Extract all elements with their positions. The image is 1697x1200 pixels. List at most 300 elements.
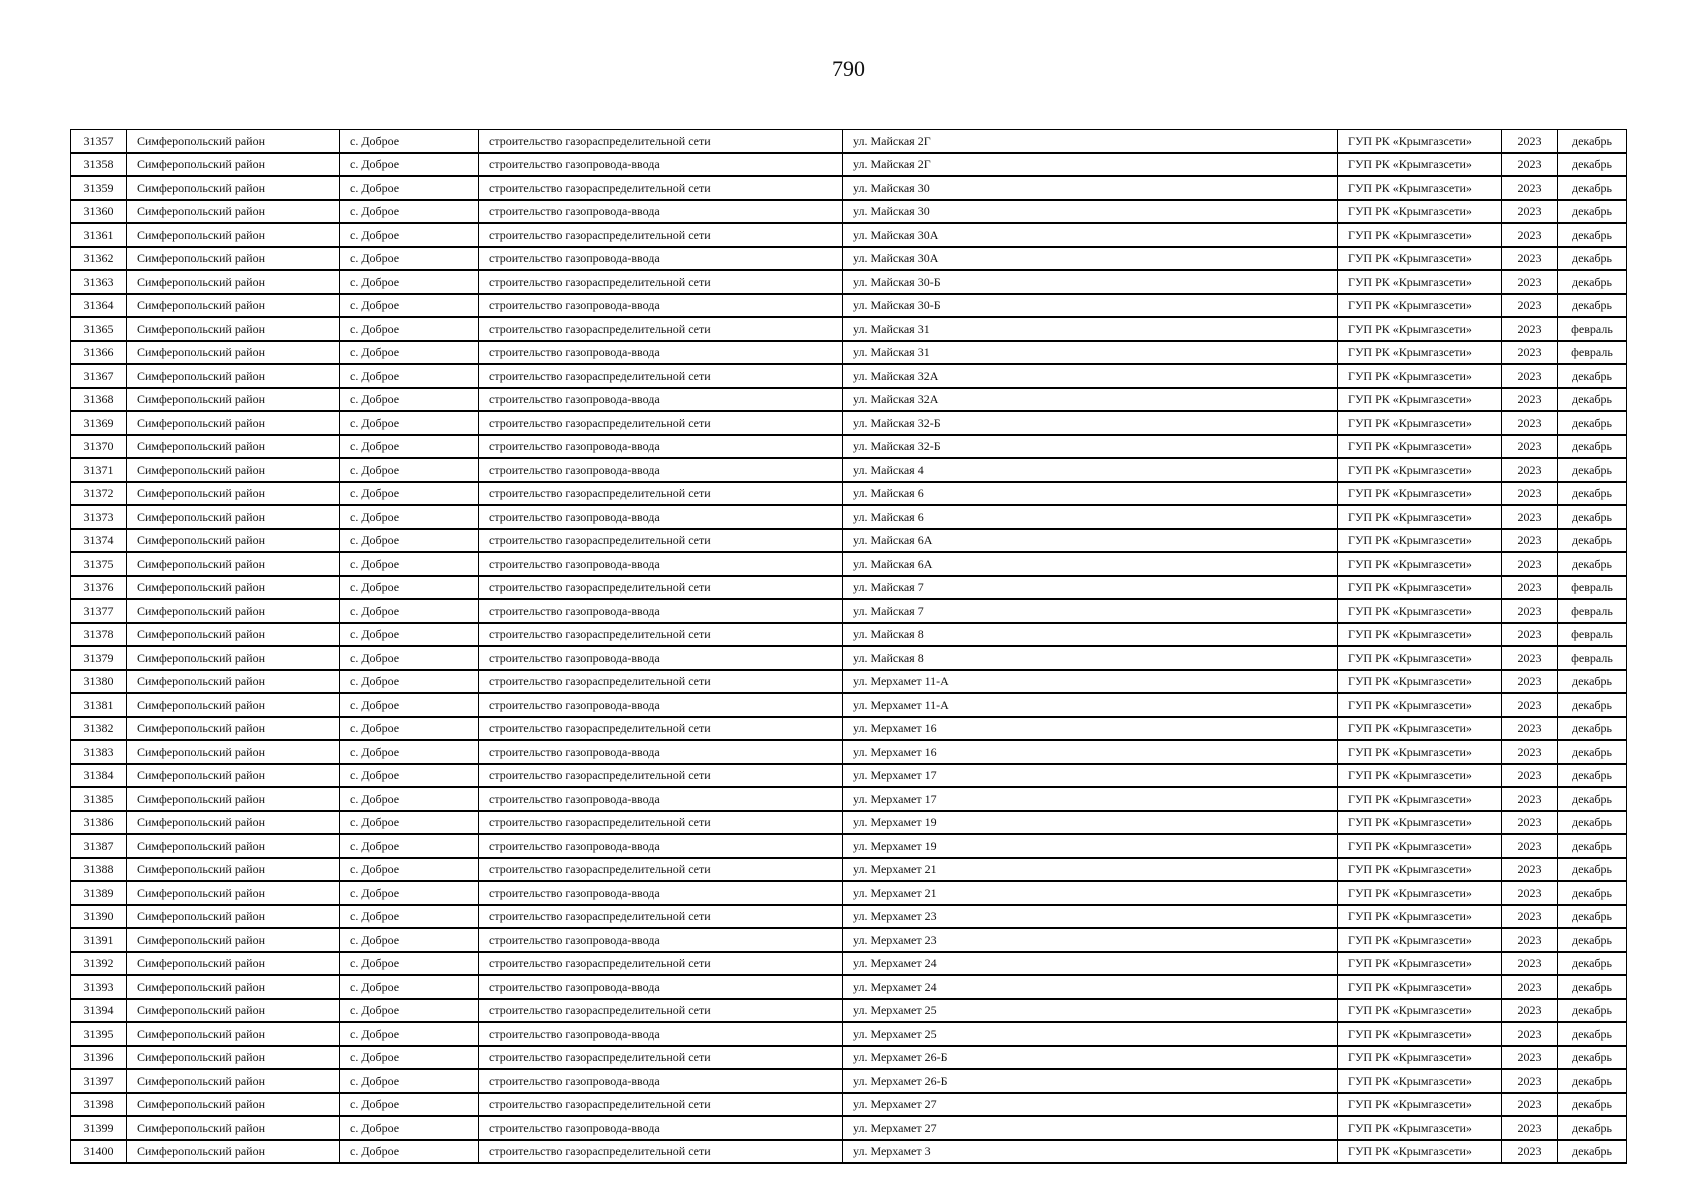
cell-month: февраль: [1558, 341, 1627, 365]
cell-district: Симферопольский район: [127, 341, 340, 365]
cell-address: ул. Майская 30: [843, 176, 1338, 200]
cell-year: 2023: [1502, 364, 1558, 388]
cell-district: Симферопольский район: [127, 905, 340, 929]
table-row: [71, 576, 1627, 600]
cell-work-type: строительство газораспределительной сети: [479, 858, 843, 882]
cell-settlement: с. Доброе: [340, 670, 479, 694]
cell-year: 2023: [1502, 858, 1558, 882]
cell-operator: ГУП РК «Крымгазсети»: [1338, 223, 1502, 247]
table-row: [71, 1046, 1627, 1070]
cell-work-type: строительство газопровода-ввода: [479, 1069, 843, 1093]
cell-year: 2023: [1502, 1069, 1558, 1093]
cell-year: 2023: [1502, 200, 1558, 224]
cell-operator: ГУП РК «Крымгазсети»: [1338, 858, 1502, 882]
cell-row-number: 31377: [71, 599, 127, 623]
cell-district: Симферопольский район: [127, 435, 340, 459]
cell-address: ул. Мерхамет 21: [843, 881, 1338, 905]
cell-district: Симферопольский район: [127, 693, 340, 717]
cell-district: Симферопольский район: [127, 388, 340, 412]
cell-address: ул. Мерхамет 24: [843, 975, 1338, 999]
cell-year: 2023: [1502, 176, 1558, 200]
cell-district: Симферопольский район: [127, 740, 340, 764]
cell-district: Симферопольский район: [127, 1093, 340, 1117]
cell-row-number: 31376: [71, 576, 127, 600]
cell-row-number: 31365: [71, 317, 127, 341]
cell-month: декабрь: [1558, 740, 1627, 764]
cell-row-number: 31357: [71, 130, 127, 153]
cell-address: ул. Мерхамет 26-Б: [843, 1069, 1338, 1093]
cell-month: декабрь: [1558, 764, 1627, 788]
cell-operator: ГУП РК «Крымгазсети»: [1338, 928, 1502, 952]
cell-work-type: строительство газопровода-ввода: [479, 693, 843, 717]
cell-row-number: 31379: [71, 646, 127, 670]
cell-operator: ГУП РК «Крымгазсети»: [1338, 270, 1502, 294]
cell-row-number: 31397: [71, 1069, 127, 1093]
cell-settlement: с. Доброе: [340, 529, 479, 553]
cell-settlement: с. Доброе: [340, 646, 479, 670]
cell-operator: ГУП РК «Крымгазсети»: [1338, 130, 1502, 153]
cell-month: декабрь: [1558, 952, 1627, 976]
cell-district: Симферопольский район: [127, 482, 340, 506]
cell-district: Симферопольский район: [127, 247, 340, 271]
cell-address: ул. Мерхамет 24: [843, 952, 1338, 976]
cell-month: декабрь: [1558, 529, 1627, 553]
cell-year: 2023: [1502, 646, 1558, 670]
cell-month: декабрь: [1558, 881, 1627, 905]
cell-district: Симферопольский район: [127, 999, 340, 1023]
cell-year: 2023: [1502, 482, 1558, 506]
cell-work-type: строительство газопровода-ввода: [479, 1116, 843, 1140]
cell-settlement: с. Доброе: [340, 458, 479, 482]
table-row: [71, 130, 1627, 153]
table-row: [71, 1022, 1627, 1046]
table-row: [71, 552, 1627, 576]
cell-year: 2023: [1502, 411, 1558, 435]
cell-settlement: с. Доброе: [340, 787, 479, 811]
cell-operator: ГУП РК «Крымгазсети»: [1338, 787, 1502, 811]
cell-year: 2023: [1502, 388, 1558, 412]
cell-month: февраль: [1558, 646, 1627, 670]
cell-district: Симферопольский район: [127, 130, 340, 153]
table-row: [71, 435, 1627, 459]
cell-work-type: строительство газопровода-ввода: [479, 740, 843, 764]
cell-district: Симферопольский район: [127, 153, 340, 177]
cell-settlement: с. Доброе: [340, 552, 479, 576]
cell-row-number: 31383: [71, 740, 127, 764]
cell-row-number: 31360: [71, 200, 127, 224]
table-row: [71, 1069, 1627, 1093]
cell-year: 2023: [1502, 717, 1558, 741]
cell-year: 2023: [1502, 834, 1558, 858]
table-row: [71, 858, 1627, 882]
cell-operator: ГУП РК «Крымгазсети»: [1338, 717, 1502, 741]
cell-operator: ГУП РК «Крымгазсети»: [1338, 1069, 1502, 1093]
cell-row-number: 31381: [71, 693, 127, 717]
cell-work-type: строительство газораспределительной сети: [479, 1093, 843, 1117]
cell-row-number: 31390: [71, 905, 127, 929]
cell-address: ул. Мерхамет 21: [843, 858, 1338, 882]
cell-address: ул. Майская 8: [843, 646, 1338, 670]
cell-row-number: 31375: [71, 552, 127, 576]
table-row: [71, 411, 1627, 435]
cell-row-number: 31371: [71, 458, 127, 482]
cell-address: ул. Мерхамет 27: [843, 1116, 1338, 1140]
cell-month: декабрь: [1558, 411, 1627, 435]
cell-year: 2023: [1502, 317, 1558, 341]
table-row: [71, 200, 1627, 224]
cell-address: ул. Майская 30-Б: [843, 294, 1338, 318]
cell-settlement: с. Доброе: [340, 975, 479, 999]
cell-row-number: 31378: [71, 623, 127, 647]
cell-row-number: 31388: [71, 858, 127, 882]
cell-address: ул. Мерхамет 25: [843, 1022, 1338, 1046]
cell-operator: ГУП РК «Крымгазсети»: [1338, 411, 1502, 435]
cell-row-number: 31369: [71, 411, 127, 435]
cell-district: Симферопольский район: [127, 223, 340, 247]
cell-address: ул. Майская 7: [843, 576, 1338, 600]
table-row: [71, 176, 1627, 200]
cell-address: ул. Мерхамет 19: [843, 834, 1338, 858]
cell-year: 2023: [1502, 787, 1558, 811]
cell-address: ул. Мерхамет 26-Б: [843, 1046, 1338, 1070]
cell-district: Симферопольский район: [127, 576, 340, 600]
cell-settlement: с. Доброе: [340, 1093, 479, 1117]
cell-district: Симферопольский район: [127, 200, 340, 224]
cell-address: ул. Майская 6А: [843, 552, 1338, 576]
cell-operator: ГУП РК «Крымгазсети»: [1338, 576, 1502, 600]
cell-work-type: строительство газопровода-ввода: [479, 458, 843, 482]
cell-settlement: с. Доброе: [340, 693, 479, 717]
cell-operator: ГУП РК «Крымгазсети»: [1338, 294, 1502, 318]
cell-address: ул. Мерхамет 11-А: [843, 670, 1338, 694]
cell-work-type: строительство газораспределительной сети: [479, 952, 843, 976]
cell-address: ул. Майская 32-Б: [843, 435, 1338, 459]
cell-address: ул. Майская 32А: [843, 388, 1338, 412]
cell-settlement: с. Доброе: [340, 905, 479, 929]
cell-month: декабрь: [1558, 1116, 1627, 1140]
cell-year: 2023: [1502, 811, 1558, 835]
cell-month: декабрь: [1558, 858, 1627, 882]
cell-work-type: строительство газораспределительной сети: [479, 223, 843, 247]
table-row: [71, 247, 1627, 271]
table-row: [71, 881, 1627, 905]
cell-row-number: 31400: [71, 1140, 127, 1164]
cell-settlement: с. Доброе: [340, 130, 479, 153]
cell-row-number: 31389: [71, 881, 127, 905]
cell-district: Симферопольский район: [127, 505, 340, 529]
cell-year: 2023: [1502, 130, 1558, 153]
cell-operator: ГУП РК «Крымгазсети»: [1338, 834, 1502, 858]
cell-month: декабрь: [1558, 505, 1627, 529]
cell-district: Симферопольский район: [127, 646, 340, 670]
cell-address: ул. Майская 4: [843, 458, 1338, 482]
cell-work-type: строительство газораспределительной сети: [479, 999, 843, 1023]
cell-settlement: с. Доброе: [340, 435, 479, 459]
cell-year: 2023: [1502, 599, 1558, 623]
cell-operator: ГУП РК «Крымгазсети»: [1338, 1093, 1502, 1117]
cell-year: 2023: [1502, 693, 1558, 717]
cell-month: декабрь: [1558, 176, 1627, 200]
cell-work-type: строительство газораспределительной сети: [479, 482, 843, 506]
cell-month: февраль: [1558, 623, 1627, 647]
cell-work-type: строительство газопровода-ввода: [479, 153, 843, 177]
cell-work-type: строительство газопровода-ввода: [479, 787, 843, 811]
cell-district: Симферопольский район: [127, 670, 340, 694]
table-row: [71, 764, 1627, 788]
cell-settlement: с. Доброе: [340, 1069, 479, 1093]
cell-settlement: с. Доброе: [340, 858, 479, 882]
table-row: [71, 999, 1627, 1023]
cell-district: Симферопольский район: [127, 411, 340, 435]
cell-settlement: с. Доброе: [340, 599, 479, 623]
cell-address: ул. Майская 6А: [843, 529, 1338, 553]
cell-work-type: строительство газораспределительной сети: [479, 176, 843, 200]
cell-settlement: с. Доброе: [340, 317, 479, 341]
cell-month: декабрь: [1558, 388, 1627, 412]
cell-operator: ГУП РК «Крымгазсети»: [1338, 1140, 1502, 1164]
cell-work-type: строительство газораспределительной сети: [479, 905, 843, 929]
cell-work-type: строительство газопровода-ввода: [479, 435, 843, 459]
cell-district: Симферопольский район: [127, 975, 340, 999]
cell-month: декабрь: [1558, 928, 1627, 952]
cell-month: февраль: [1558, 576, 1627, 600]
cell-row-number: 31392: [71, 952, 127, 976]
cell-year: 2023: [1502, 905, 1558, 929]
cell-year: 2023: [1502, 670, 1558, 694]
cell-row-number: 31367: [71, 364, 127, 388]
cell-operator: ГУП РК «Крымгазсети»: [1338, 529, 1502, 553]
cell-operator: ГУП РК «Крымгазсети»: [1338, 482, 1502, 506]
cell-work-type: строительство газораспределительной сети: [479, 130, 843, 153]
cell-address: ул. Мерхамет 23: [843, 905, 1338, 929]
table-body: [71, 130, 1627, 1164]
cell-month: декабрь: [1558, 1069, 1627, 1093]
cell-settlement: с. Доброе: [340, 952, 479, 976]
cell-month: февраль: [1558, 599, 1627, 623]
table-row: [71, 341, 1627, 365]
cell-row-number: 31366: [71, 341, 127, 365]
cell-district: Симферопольский район: [127, 881, 340, 905]
table-row: [71, 458, 1627, 482]
cell-operator: ГУП РК «Крымгазсети»: [1338, 764, 1502, 788]
cell-operator: ГУП РК «Крымгазсети»: [1338, 740, 1502, 764]
table-row: [71, 1140, 1627, 1164]
cell-settlement: с. Доброе: [340, 1116, 479, 1140]
cell-month: декабрь: [1558, 975, 1627, 999]
cell-month: декабрь: [1558, 905, 1627, 929]
cell-year: 2023: [1502, 341, 1558, 365]
cell-operator: ГУП РК «Крымгазсети»: [1338, 247, 1502, 271]
cell-work-type: строительство газопровода-ввода: [479, 599, 843, 623]
cell-address: ул. Мерхамет 11-А: [843, 693, 1338, 717]
cell-settlement: с. Доброе: [340, 176, 479, 200]
cell-address: ул. Мерхамет 16: [843, 740, 1338, 764]
cell-row-number: 31387: [71, 834, 127, 858]
cell-settlement: с. Доброе: [340, 881, 479, 905]
cell-operator: ГУП РК «Крымгазсети»: [1338, 153, 1502, 177]
cell-row-number: 31393: [71, 975, 127, 999]
cell-row-number: 31359: [71, 176, 127, 200]
table-row: [71, 623, 1627, 647]
cell-year: 2023: [1502, 623, 1558, 647]
cell-address: ул. Майская 7: [843, 599, 1338, 623]
table-row: [71, 1116, 1627, 1140]
cell-settlement: с. Доброе: [340, 834, 479, 858]
cell-settlement: с. Доброе: [340, 928, 479, 952]
table-row: [71, 905, 1627, 929]
cell-address: ул. Мерхамет 3: [843, 1140, 1338, 1164]
cell-address: ул. Мерхамет 16: [843, 717, 1338, 741]
cell-operator: ГУП РК «Крымгазсети»: [1338, 176, 1502, 200]
cell-operator: ГУП РК «Крымгазсети»: [1338, 552, 1502, 576]
cell-row-number: 31391: [71, 928, 127, 952]
cell-row-number: 31363: [71, 270, 127, 294]
cell-row-number: 31398: [71, 1093, 127, 1117]
cell-row-number: 31394: [71, 999, 127, 1023]
table-row: [71, 294, 1627, 318]
table-row: [71, 787, 1627, 811]
cell-address: ул. Мерхамет 17: [843, 787, 1338, 811]
cell-district: Симферопольский район: [127, 294, 340, 318]
cell-address: ул. Майская 30А: [843, 223, 1338, 247]
cell-settlement: с. Доброе: [340, 153, 479, 177]
cell-work-type: строительство газораспределительной сети: [479, 1140, 843, 1164]
cell-year: 2023: [1502, 552, 1558, 576]
cell-address: ул. Майская 30А: [843, 247, 1338, 271]
cell-month: декабрь: [1558, 1046, 1627, 1070]
cell-operator: ГУП РК «Крымгазсети»: [1338, 364, 1502, 388]
cell-row-number: 31361: [71, 223, 127, 247]
cell-settlement: с. Доброе: [340, 364, 479, 388]
cell-district: Симферопольский район: [127, 1140, 340, 1164]
cell-row-number: 31368: [71, 388, 127, 412]
cell-year: 2023: [1502, 952, 1558, 976]
cell-row-number: 31386: [71, 811, 127, 835]
cell-year: 2023: [1502, 247, 1558, 271]
gas-works-table: [70, 129, 1627, 1164]
cell-settlement: с. Доброе: [340, 247, 479, 271]
cell-row-number: 31396: [71, 1046, 127, 1070]
cell-district: Симферопольский район: [127, 599, 340, 623]
table-row: [71, 153, 1627, 177]
table-row: [71, 646, 1627, 670]
cell-month: декабрь: [1558, 153, 1627, 177]
table-row: [71, 599, 1627, 623]
cell-settlement: с. Доброе: [340, 811, 479, 835]
cell-work-type: строительство газопровода-ввода: [479, 552, 843, 576]
cell-settlement: с. Доброе: [340, 623, 479, 647]
cell-address: ул. Майская 2Г: [843, 153, 1338, 177]
cell-work-type: строительство газопровода-ввода: [479, 247, 843, 271]
cell-operator: ГУП РК «Крымгазсети»: [1338, 881, 1502, 905]
cell-settlement: с. Доброе: [340, 388, 479, 412]
cell-row-number: 31395: [71, 1022, 127, 1046]
cell-work-type: строительство газораспределительной сети: [479, 411, 843, 435]
cell-year: 2023: [1502, 576, 1558, 600]
table-row: [71, 952, 1627, 976]
cell-month: декабрь: [1558, 693, 1627, 717]
cell-operator: ГУП РК «Крымгазсети»: [1338, 646, 1502, 670]
cell-operator: ГУП РК «Крымгазсети»: [1338, 1116, 1502, 1140]
cell-work-type: строительство газопровода-ввода: [479, 388, 843, 412]
cell-month: декабрь: [1558, 270, 1627, 294]
cell-year: 2023: [1502, 1022, 1558, 1046]
cell-row-number: 31399: [71, 1116, 127, 1140]
cell-district: Симферопольский район: [127, 1022, 340, 1046]
cell-year: 2023: [1502, 223, 1558, 247]
cell-work-type: строительство газопровода-ввода: [479, 1022, 843, 1046]
cell-operator: ГУП РК «Крымгазсети»: [1338, 999, 1502, 1023]
cell-address: ул. Майская 30: [843, 200, 1338, 224]
cell-month: декабрь: [1558, 247, 1627, 271]
cell-year: 2023: [1502, 1093, 1558, 1117]
cell-operator: ГУП РК «Крымгазсети»: [1338, 200, 1502, 224]
table-row: [71, 811, 1627, 835]
table-row: [71, 270, 1627, 294]
cell-year: 2023: [1502, 1140, 1558, 1164]
table-row: [71, 505, 1627, 529]
cell-row-number: 31373: [71, 505, 127, 529]
cell-operator: ГУП РК «Крымгазсети»: [1338, 811, 1502, 835]
cell-address: ул. Майская 32-Б: [843, 411, 1338, 435]
cell-work-type: строительство газопровода-ввода: [479, 834, 843, 858]
cell-district: Симферопольский район: [127, 552, 340, 576]
cell-month: декабрь: [1558, 1140, 1627, 1164]
cell-month: декабрь: [1558, 999, 1627, 1023]
table-row: [71, 928, 1627, 952]
cell-district: Симферопольский район: [127, 270, 340, 294]
cell-work-type: строительство газопровода-ввода: [479, 294, 843, 318]
cell-settlement: с. Доброе: [340, 294, 479, 318]
cell-district: Симферопольский район: [127, 834, 340, 858]
cell-month: декабрь: [1558, 552, 1627, 576]
cell-district: Симферопольский район: [127, 1046, 340, 1070]
cell-work-type: строительство газораспределительной сети: [479, 623, 843, 647]
cell-work-type: строительство газораспределительной сети: [479, 764, 843, 788]
cell-operator: ГУП РК «Крымгазсети»: [1338, 1046, 1502, 1070]
cell-month: декабрь: [1558, 482, 1627, 506]
table-row: [71, 717, 1627, 741]
cell-address: ул. Мерхамет 25: [843, 999, 1338, 1023]
cell-work-type: строительство газораспределительной сети: [479, 576, 843, 600]
cell-year: 2023: [1502, 1116, 1558, 1140]
cell-work-type: строительство газопровода-ввода: [479, 505, 843, 529]
cell-year: 2023: [1502, 153, 1558, 177]
cell-settlement: с. Доброе: [340, 223, 479, 247]
cell-row-number: 31372: [71, 482, 127, 506]
cell-row-number: 31362: [71, 247, 127, 271]
cell-month: декабрь: [1558, 364, 1627, 388]
cell-district: Симферопольский район: [127, 928, 340, 952]
cell-address: ул. Майская 31: [843, 317, 1338, 341]
table-row: [71, 740, 1627, 764]
cell-settlement: с. Доброе: [340, 341, 479, 365]
cell-operator: ГУП РК «Крымгазсети»: [1338, 505, 1502, 529]
table-row: [71, 1093, 1627, 1117]
cell-settlement: с. Доброе: [340, 200, 479, 224]
cell-district: Симферопольский район: [127, 952, 340, 976]
cell-district: Симферопольский район: [127, 787, 340, 811]
cell-operator: ГУП РК «Крымгазсети»: [1338, 388, 1502, 412]
cell-settlement: с. Доброе: [340, 270, 479, 294]
table-row: [71, 388, 1627, 412]
table-row: [71, 834, 1627, 858]
cell-work-type: строительство газораспределительной сети: [479, 529, 843, 553]
cell-address: ул. Майская 30-Б: [843, 270, 1338, 294]
cell-address: ул. Мерхамет 17: [843, 764, 1338, 788]
cell-month: декабрь: [1558, 811, 1627, 835]
cell-row-number: 31384: [71, 764, 127, 788]
